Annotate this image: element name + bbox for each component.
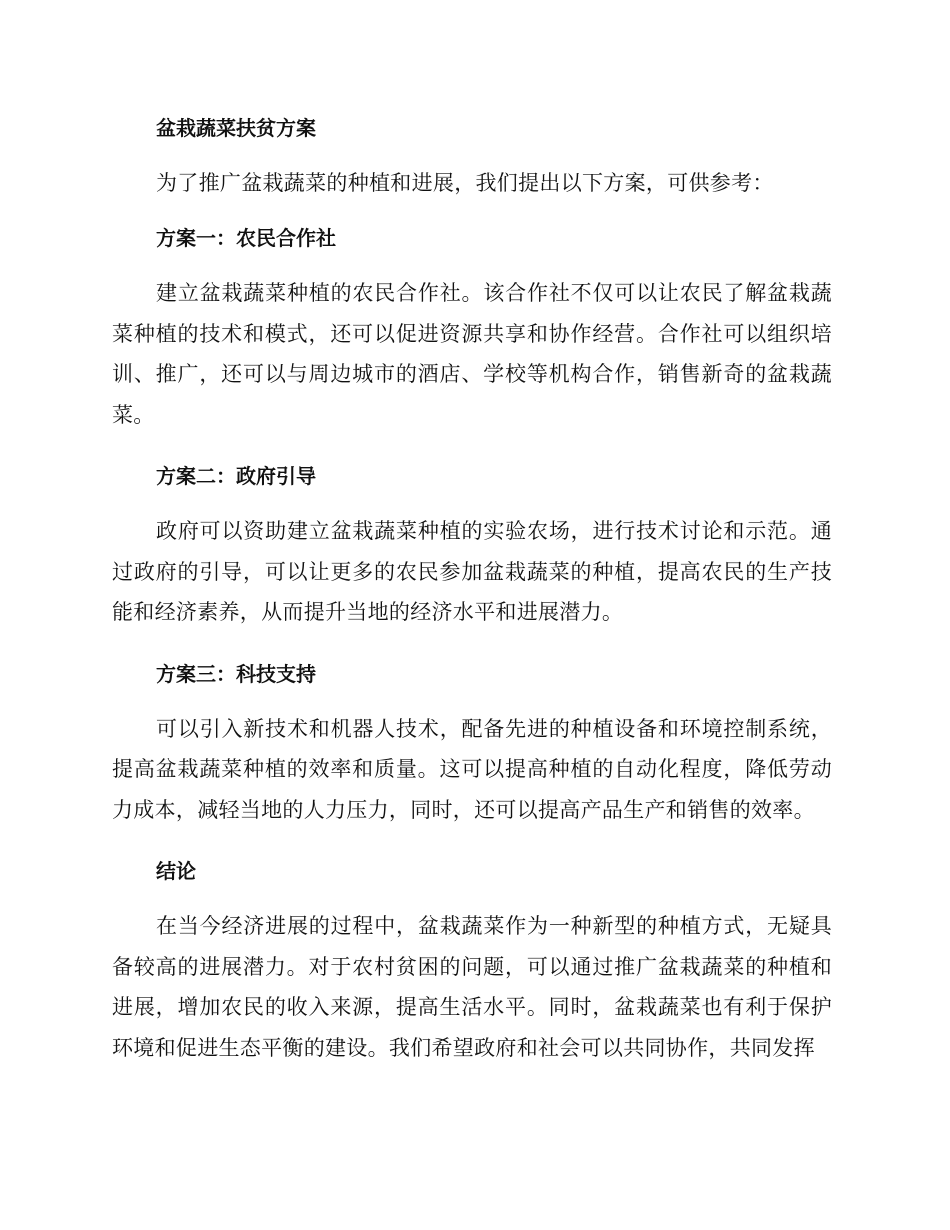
spacer [112, 633, 832, 654]
intro-paragraph: 为了推广盆栽蔬菜的种植和进展，我们提出以下方案，可供参考： [156, 171, 774, 195]
spacer [112, 496, 832, 511]
section-heading-government: 方案二：政府引导 [156, 464, 316, 488]
spacer [112, 203, 832, 218]
spacer [112, 830, 832, 851]
section-heading-cooperative: 方案一：农民合作社 [156, 226, 336, 250]
section-heading-conclusion: 结论 [156, 859, 196, 883]
section-body-cooperative: 建立盆栽蔬菜种植的农民合作社。该合作社不仅可以让农民了解盆栽蔬菜种植的技术和模式，还可以促进资源共享和协作经营。合作社可以组织培训、推广，还可以与周边城市的酒店、学校等机构合作，销售新奇的盆栽蔬菜。 [112, 281, 832, 427]
section-body-government: 政府可以资助建立盆栽蔬菜种植的实验农场，进行技术讨论和示范。通过政府的引导，可以让更多的农民参加盆栽蔬菜的种植，提高农民的生产技能和经济素养，从而提升当地的经济水平和进展潜力。 [112, 519, 832, 624]
document-title: 盆栽蔬菜扶贫方案 [156, 116, 316, 140]
spacer [112, 258, 832, 273]
section-heading-technology: 方案三：科技支持 [156, 661, 316, 686]
spacer [112, 891, 832, 906]
spacer [112, 694, 832, 709]
section-body-conclusion: 在当今经济进展的过程中，盆栽蔬菜作为一种新型的种植方式，无疑具备较高的进展潜力。对于农村贫困的问题，可以通过推广盆栽蔬菜的种植和进展，增加农民的收入来源，提高生活水平。同时，盆栽蔬菜也有利于保护环境和促进生态平衡的建设。我们希望政府和社会可以共同协作，共同发挥 [112, 914, 832, 1060]
document-content [112, 108, 832, 1068]
section-body-technology: 可以引入新技术和机器人技术，配备先进的种植设备和环境控制系统，提高盆栽蔬菜种植的效率和质量。这可以提高种植的自动化程度，降低劳动力成本，减轻当地的人力压力，同时，还可以提高产品生产和销售的效率。 [112, 716, 832, 822]
spacer [112, 148, 832, 163]
spacer [112, 435, 832, 456]
